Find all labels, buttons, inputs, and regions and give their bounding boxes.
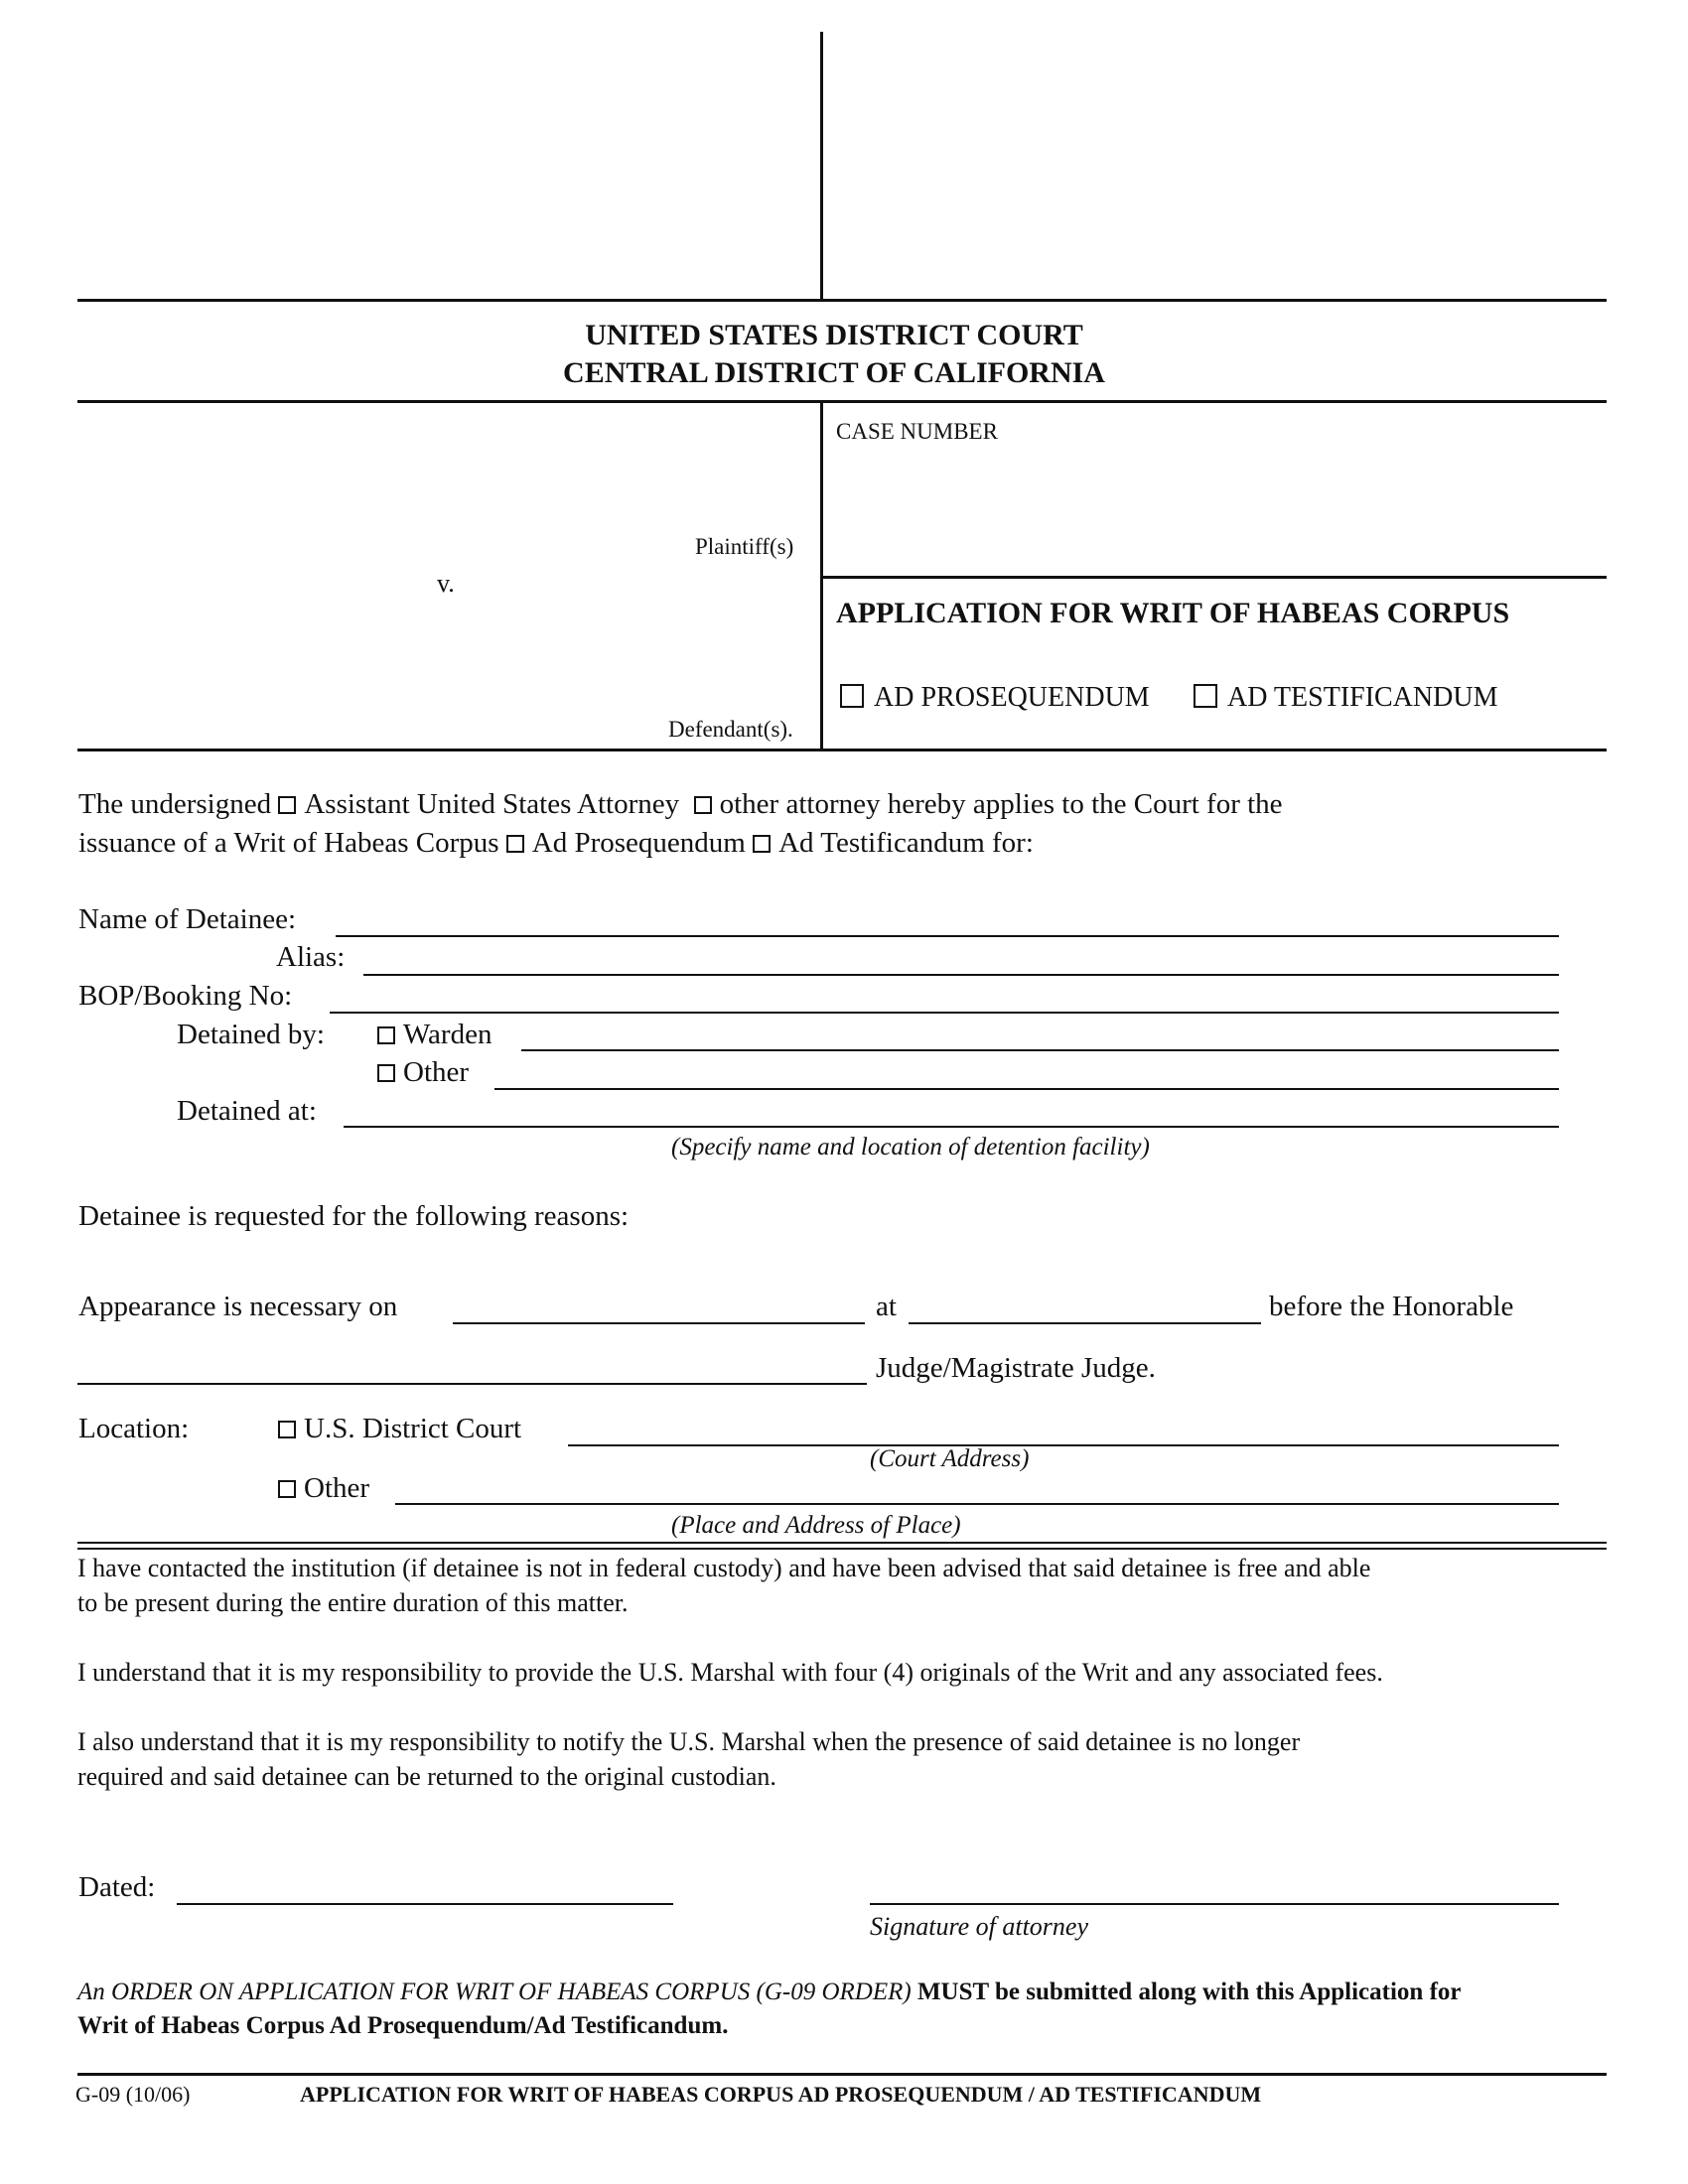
plaintiff-label: Plaintiff(s): [695, 534, 794, 559]
judge-label: Judge/Magistrate Judge.: [876, 1352, 1156, 1384]
location-district-court[interactable]: [278, 1413, 521, 1445]
detained-other-label: Other: [403, 1056, 470, 1088]
intro-option-prosequendum: Ad Prosequendum: [531, 827, 746, 859]
location-label: Location:: [78, 1413, 190, 1444]
alias-label: Alias:: [276, 941, 346, 973]
booking-number-field[interactable]: [330, 1012, 1559, 1014]
location-other-label: Other: [304, 1472, 370, 1504]
location-other[interactable]: [278, 1472, 369, 1505]
caption-option-prosequendum[interactable]: [840, 682, 1150, 714]
checkbox-warden[interactable]: [377, 1026, 395, 1044]
statement-1-line-2: to be present during the entire duration of this matter.: [77, 1588, 629, 1617]
detainee-name-label: Name of Detainee:: [78, 903, 297, 935]
notice-line-1: [77, 1979, 1462, 2006]
court-address-field[interactable]: [568, 1444, 1559, 1446]
at-label: at: [876, 1291, 897, 1322]
checkbox-other-attorney[interactable]: [694, 796, 712, 814]
checkbox-location-other[interactable]: [278, 1480, 296, 1498]
statement-2: I understand that it is my responsibility to provide the U.S. Marshal with four (4) originals of the Writ and any associated fees.: [77, 1658, 1383, 1687]
court-address-hint: (Court Address): [870, 1445, 1030, 1472]
footer-rule: [77, 2073, 1607, 2076]
caption-top-rule: [77, 400, 1607, 403]
detained-by-label: Detained by:: [177, 1019, 325, 1050]
caption-right-rule: [820, 576, 1607, 579]
checkbox-assistant-us-attorney[interactable]: [278, 796, 296, 814]
place-address-hint: (Place and Address of Place): [671, 1512, 961, 1539]
notice-bold-part: MUST be submitted along with this Application for: [911, 1979, 1462, 2005]
case-number-label: CASE NUMBER: [836, 419, 998, 444]
detained-at-label: Detained at:: [177, 1095, 317, 1127]
detained-by-other[interactable]: [377, 1056, 469, 1089]
appearance-time-field[interactable]: [909, 1322, 1261, 1324]
intro-option-ausa: Assistant United States Attorney: [304, 788, 680, 820]
judge-name-field[interactable]: [77, 1383, 867, 1385]
case-number-field[interactable]: [834, 449, 1599, 568]
warden-label: Warden: [403, 1019, 492, 1050]
court-name-line1: UNITED STATES DISTRICT COURT: [585, 319, 1083, 351]
intro-line-2: [78, 827, 1034, 860]
caption-divider: [820, 400, 823, 750]
signature-field[interactable]: [870, 1903, 1559, 1905]
checkbox-district-court[interactable]: [278, 1421, 296, 1438]
appearance-date-field[interactable]: [453, 1322, 865, 1324]
notice-line-2: Writ of Habeas Corpus Ad Prosequendum/Ad Testificandum.: [77, 2012, 729, 2039]
detained-other-field[interactable]: [494, 1088, 1559, 1090]
reasons-label: Detainee is requested for the following reasons:: [78, 1200, 630, 1232]
intro-option-testificandum: Ad Testificandum for:: [778, 827, 1034, 859]
dated-field[interactable]: [177, 1903, 673, 1905]
intro-line-1: [78, 788, 1283, 821]
top-divider: [820, 32, 823, 300]
checkbox-intro-testificandum[interactable]: [753, 835, 771, 853]
statement-3-line-2: required and said detainee can be returned to the original custodian.: [77, 1762, 776, 1791]
top-rule: [77, 299, 1607, 302]
caption-bottom-rule: [77, 749, 1607, 751]
form-code: G-09 (10/06): [75, 2082, 191, 2107]
footer-title: APPLICATION FOR WRIT OF HABEAS CORPUS AD PROSEQUENDUM / AD TESTIFICANDUM: [300, 2082, 1262, 2107]
statement-3-line-1: I also understand that it is my responsibility to notify the U.S. Marshal when the presence of said detainee is no longer: [77, 1727, 1301, 1756]
detainee-name-field[interactable]: [336, 935, 1559, 937]
section-double-rule-bottom: [77, 1548, 1607, 1550]
caption-option-testificandum-label: AD TESTIFICANDUM: [1227, 682, 1498, 713]
place-address-field[interactable]: [395, 1503, 1559, 1505]
detained-by-warden[interactable]: [377, 1019, 492, 1051]
defendant-label: Defendant(s).: [668, 717, 793, 742]
intro-text-2: issuance of a Writ of Habeas Corpus: [78, 827, 499, 859]
dated-label: Dated:: [78, 1871, 156, 1903]
notice-italic-part: An ORDER ON APPLICATION FOR WRIT OF HABEAS CORPUS (G-09 ORDER): [77, 1979, 912, 2005]
court-name-line2: CENTRAL DISTRICT OF CALIFORNIA: [563, 356, 1105, 389]
form-title: APPLICATION FOR WRIT OF HABEAS CORPUS: [836, 597, 1510, 629]
signature-label: Signature of attorney: [870, 1912, 1089, 1941]
facility-hint: (Specify name and location of detention facility): [671, 1134, 1150, 1160]
checkbox-ad-testificandum[interactable]: [1194, 684, 1217, 708]
intro-option-other-attorney: other attorney hereby applies to the Court for the: [719, 788, 1283, 820]
checkbox-detained-other[interactable]: [377, 1064, 395, 1082]
versus-label: v.: [437, 569, 455, 598]
checkbox-ad-prosequendum[interactable]: [840, 684, 864, 708]
intro-text-1: The undersigned: [78, 788, 272, 820]
appearance-label: Appearance is necessary on: [78, 1291, 398, 1322]
alias-field[interactable]: [363, 974, 1559, 976]
warden-field[interactable]: [521, 1049, 1559, 1051]
statement-1-line-1: I have contacted the institution (if detainee is not in federal custody) and have been advised that said detainee is free and able: [77, 1554, 1371, 1582]
before-honorable-label: before the Honorable: [1269, 1291, 1514, 1322]
checkbox-intro-prosequendum[interactable]: [506, 835, 524, 853]
caption-option-prosequendum-label: AD PROSEQUENDUM: [874, 682, 1150, 713]
detained-at-field[interactable]: [344, 1126, 1559, 1128]
booking-number-label: BOP/Booking No:: [78, 980, 293, 1012]
section-double-rule-top: [77, 1542, 1607, 1544]
caption-option-testificandum[interactable]: [1194, 682, 1498, 714]
district-court-label: U.S. District Court: [304, 1413, 522, 1444]
